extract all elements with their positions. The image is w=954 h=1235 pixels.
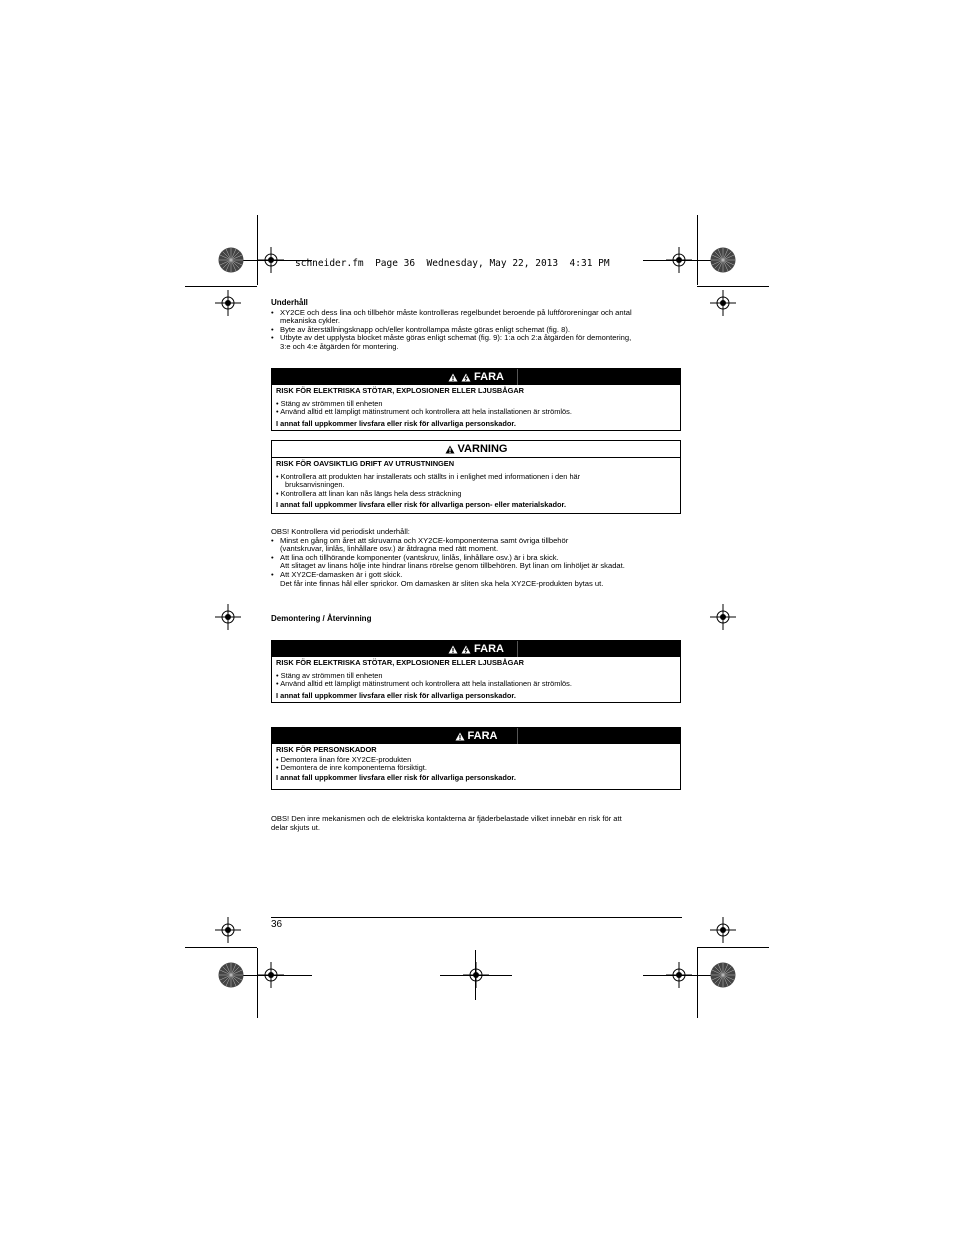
risk-conclusion: I annat fall uppkommer livsfara eller risk för allvarliga personskador. [276, 418, 516, 428]
risk-subtitle: RISK FÖR PERSONSKADOR [276, 745, 377, 754]
registration-mark-icon [710, 604, 736, 630]
crop-line [643, 260, 715, 261]
list-item: • Kontrollera att produkten har installerats och ställts in i enlighet med informationen i den här [276, 471, 581, 481]
list-item: • Att lina och tillhörande komponenter (vantskruv, linlås, linhållare osv.) är i bra skick. Att slitaget av linans hölje inte hindrar linans rörelse genom tillbehören. Byt linan om linhöljet är skadat. [271, 554, 683, 571]
electric-hazard-icon [461, 645, 471, 654]
color-rosette-icon [710, 247, 736, 273]
risk-subtitle: RISK FÖR ELEKTRISKA STÖTAR, EXPLOSIONER ELLER LJUSBÅGAR [276, 658, 525, 667]
header-divider [517, 641, 518, 657]
warning-triangle-icon [448, 373, 458, 382]
periodic-list [271, 537, 683, 589]
danger-box-body [272, 744, 680, 785]
list-item: • XY2CE och dess lina och tillbehör måste kontrolleras regelbundet beroende på luftföroreningar och antal mekaniska cykler. [271, 309, 683, 326]
warning-box-operation [271, 440, 681, 514]
danger-label: FARA [474, 643, 504, 655]
crop-line [643, 975, 715, 976]
danger-box-header [272, 728, 680, 744]
list-item: • Minst en gång om året att skruvarna och XY2CE-komponenterna samt övriga tillbehör (vantskruvar, linlås, linhållare osv.) är åtdragna med rätt moment. [271, 537, 683, 554]
risk-conclusion: I annat fall uppkommer livsfara eller risk för allvarliga person- eller materialskador. [276, 500, 566, 509]
crop-line [185, 947, 257, 948]
risk-subtitle: RISK FÖR ELEKTRISKA STÖTAR, EXPLOSIONER ELLER LJUSBÅGAR [276, 386, 525, 395]
footer-rule [271, 917, 682, 918]
list-item: • Stäng av strömmen till enheten [276, 670, 383, 680]
warning-triangle-icon [455, 732, 465, 741]
danger-box-electrical-dismantle [271, 640, 681, 703]
danger-box-header [272, 369, 680, 385]
danger-box-electrical [271, 368, 681, 431]
warning-box-header [272, 441, 680, 458]
risk-conclusion: I annat fall uppkommer livsfara eller risk för allvarliga personskador. [276, 772, 516, 782]
file-header-slug: schneider.fm Page 36 Wednesday, May 22, 2013 4:31 PM [295, 258, 610, 269]
danger-box-header [272, 641, 680, 657]
color-rosette-icon [218, 962, 244, 988]
electric-hazard-icon [461, 373, 471, 382]
dismantle-heading: Demontering / Återvinning [271, 614, 372, 623]
registration-mark-icon [215, 290, 241, 316]
list-item: • Utbyte av det upplysta blocket måste göras enligt schemat (fig. 9): 1:a och 2:a åtgärden för demontering, 3:e och 4:e åtgärden för montering. [271, 334, 683, 351]
note-intro: OBS! Kontrollera vid periodiskt underhåll: [271, 527, 410, 536]
risk-subtitle: RISK FÖR OAVSIKTLIG DRIFT AV UTRUSTNINGEN [276, 459, 455, 468]
crop-line [697, 215, 698, 285]
warning-triangle-icon [448, 645, 458, 654]
danger-box-body [272, 385, 680, 431]
list-item: • Använd alltid ett lämpligt mätinstrument och kontrollera att hela installationen är strömlös. [276, 679, 572, 688]
danger-label: FARA [474, 371, 504, 383]
crop-line [697, 286, 769, 287]
header-divider [517, 369, 518, 385]
header-divider [517, 728, 518, 744]
risk-conclusion: I annat fall uppkommer livsfara eller risk för allvarliga personskador. [276, 690, 516, 700]
crop-line [185, 286, 257, 287]
crop-line [697, 947, 769, 948]
danger-box-body [272, 657, 680, 703]
list-item: • Demontera linan före XY2CE-produkten [276, 754, 412, 764]
list-item: • Att XY2CE-damasken är i gott skick. Det får inte finnas hål eller sprickor. Om damasken är sliten ska hela XY2CE-produkten bytas ut. [271, 571, 683, 588]
warning-triangle-icon [445, 445, 455, 454]
registration-mark-icon [710, 917, 736, 943]
list-item: • Demontera de inre komponenterna försiktigt. [276, 763, 427, 772]
danger-box-personal-injury [271, 727, 681, 790]
spring-loaded-note: OBS! Den inre mekanismen och de elektriska kontakterna är fjäderbelastade vilket innebär en risk för att delar skjuts ut. [271, 814, 622, 832]
maintenance-section [271, 299, 683, 352]
maintenance-list [271, 309, 683, 352]
registration-mark-icon [215, 604, 241, 630]
color-rosette-icon [710, 962, 736, 988]
warning-box-body [272, 458, 680, 513]
list-item: • Kontrollera att linan kan nås längs hela dess sträckning [276, 488, 462, 498]
color-rosette-icon [218, 247, 244, 273]
list-item: • Byte av återställningsknapp och/eller kontrollampa måste göras enligt schemat (fig. 8). [271, 326, 683, 335]
list-item: • Använd alltid ett lämpligt mätinstrument och kontrollera att hela installationen är strömlös. [276, 407, 572, 416]
registration-mark-icon [710, 290, 736, 316]
registration-mark-icon [215, 917, 241, 943]
warning-label: VARNING [457, 443, 508, 455]
list-item: • Stäng av strömmen till enheten [276, 398, 383, 408]
periodic-maintenance-note [271, 528, 683, 588]
maintenance-heading: Underhåll [271, 298, 308, 307]
crop-line [440, 975, 512, 976]
crop-line [475, 950, 476, 1000]
page-number: 36 [271, 919, 283, 930]
crop-line [697, 948, 698, 1018]
danger-label: FARA [467, 730, 498, 742]
crop-line [240, 975, 312, 976]
list-item-continuation: bruksanvisningen. [285, 480, 345, 489]
